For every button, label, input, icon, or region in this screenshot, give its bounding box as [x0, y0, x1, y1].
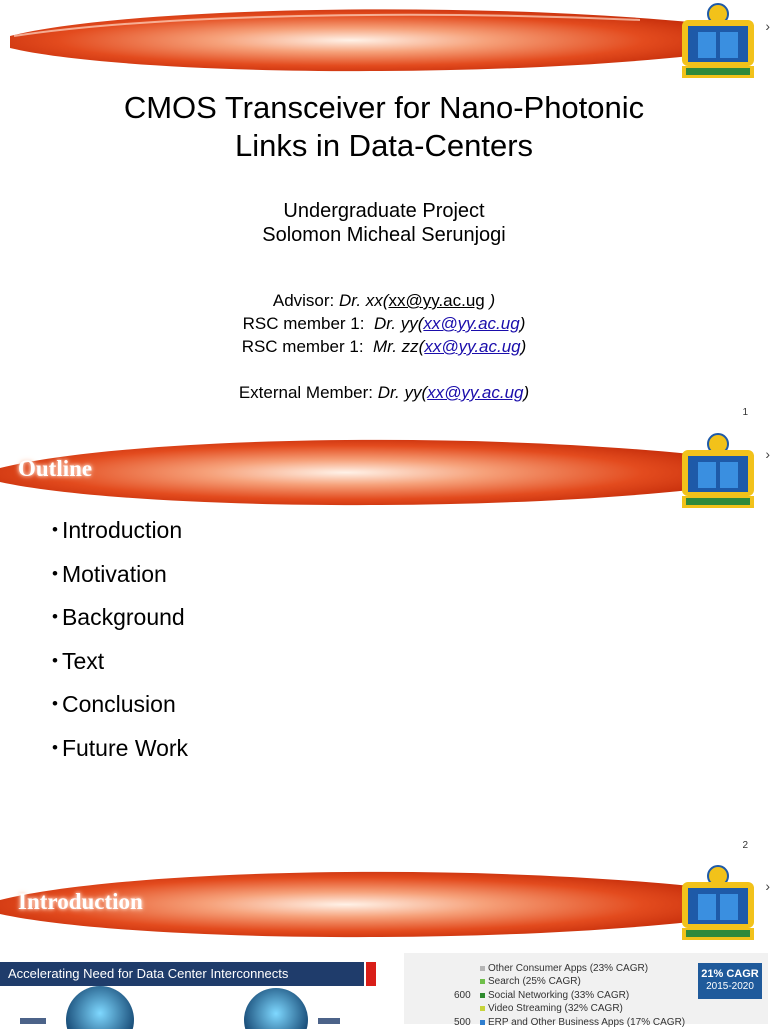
- advisor-email-link[interactable]: xx@yy.ac.ug: [388, 291, 485, 310]
- y-tick: 500: [454, 1017, 471, 1028]
- legend-item: Social Networking (33% CAGR): [480, 989, 629, 1002]
- cagr-badge: 21% CAGR 2015-2020: [698, 963, 762, 999]
- member-rsc-2: RSC member 1: Mr. zz(xx@yy.ac.ug): [241, 337, 527, 356]
- cut-off-glyph: ›: [765, 446, 770, 462]
- member-rsc-1: RSC member 1: Dr. yy(xx@yy.ac.ug): [242, 314, 526, 333]
- legend-item: Video Streaming (32% CAGR): [480, 1002, 623, 1015]
- list-item: • Background: [52, 603, 188, 634]
- list-item: • Future Work: [52, 734, 188, 765]
- outline-list: [52, 516, 188, 778]
- traffic-chart-figure: [404, 953, 768, 1028]
- network-icon: [244, 988, 308, 1029]
- slide-1-title: CMOS Transceiver for Nano-Photonic Links in Data-Centers: [123, 90, 645, 163]
- figure-title: Accelerating Need for Data Center Interconnects: [0, 962, 364, 986]
- slide-2: [0, 428, 768, 858]
- university-logo: [676, 0, 760, 80]
- slide-banner: [0, 428, 768, 518]
- y-tick: 600: [454, 990, 471, 1001]
- rsc1-email-link[interactable]: xx@yy.ac.ug: [423, 314, 520, 333]
- figure-accent: [366, 962, 376, 986]
- slide-2-title: Outline: [18, 456, 93, 481]
- legend-item: Search (25% CAGR): [480, 975, 581, 988]
- slide-1: [0, 0, 768, 425]
- interconnect-figure: [0, 962, 376, 1024]
- list-item: • Conclusion: [52, 690, 188, 721]
- figure-icons: [0, 986, 376, 1024]
- cloud-icon: [66, 986, 134, 1029]
- list-item: • Text: [52, 647, 188, 678]
- project-subtitle: Undergraduate Project Solomon Micheal Serunjogi: [262, 200, 506, 246]
- cut-off-glyph: ›: [765, 18, 770, 34]
- slide-3-title: Introduction: [18, 889, 143, 914]
- external-email-link[interactable]: xx@yy.ac.ug: [427, 383, 524, 402]
- rsc2-email-link[interactable]: xx@yy.ac.ug: [424, 337, 521, 356]
- legend-item: ERP and Other Business Apps (17% CAGR): [480, 1016, 685, 1029]
- slide-banner: [0, 0, 768, 86]
- cut-off-glyph: ›: [765, 878, 770, 894]
- list-item: • Motivation: [52, 560, 188, 591]
- page-number: 1: [742, 407, 748, 418]
- legend-item: Other Consumer Apps (23% CAGR): [480, 962, 648, 975]
- university-logo: [676, 430, 760, 510]
- member-external: External Member: Dr. yy(xx@yy.ac.ug): [238, 383, 530, 402]
- member-advisor: Advisor: Dr. xx(xx@yy.ac.ug ): [272, 291, 496, 310]
- list-item: • Introduction: [52, 516, 188, 547]
- university-logo: [676, 862, 760, 942]
- page-number: 2: [742, 840, 748, 851]
